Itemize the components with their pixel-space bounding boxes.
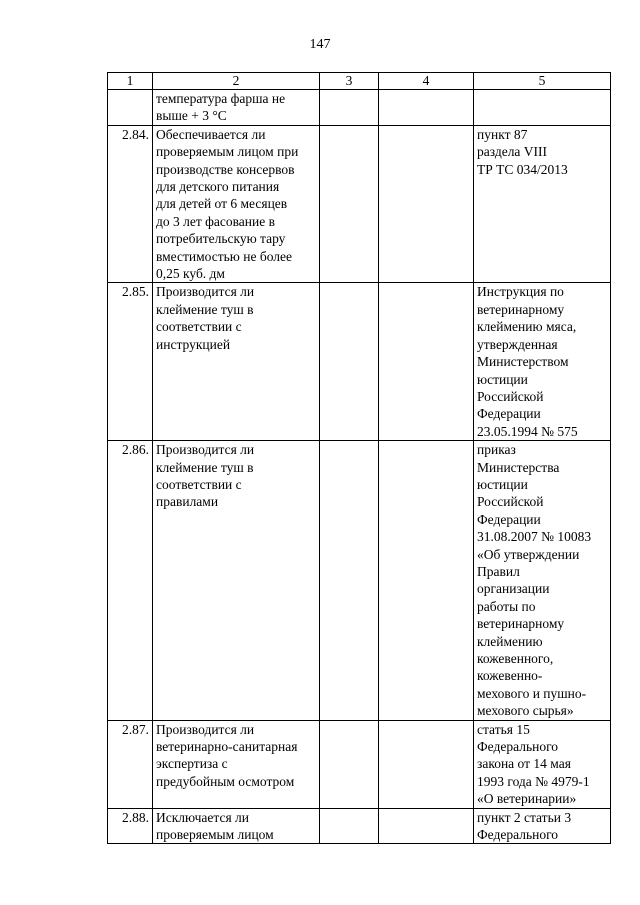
answer-cell-3	[320, 720, 379, 808]
reference-line: работы по	[477, 598, 536, 614]
reference-line: ветеринарному	[477, 301, 565, 317]
column-header-3: 3	[320, 73, 379, 90]
question-cell	[153, 125, 320, 283]
reference-line: ТР ТС 034/2013	[477, 161, 568, 177]
table-row	[108, 90, 611, 126]
answer-cell-3	[320, 441, 379, 721]
reference-line: Инструкция по	[477, 284, 564, 300]
header-row	[108, 73, 611, 90]
question-line: проверяемым лицом при	[156, 144, 299, 160]
question-line: вместимостью не более	[156, 248, 293, 264]
reference-line: клеймению мяса,	[477, 319, 577, 335]
question-line: инструкцией	[156, 336, 231, 352]
reference-line: Федерального	[477, 827, 559, 843]
reference-line: приказ	[477, 442, 516, 458]
question-line: проверяемым лицом	[156, 827, 274, 843]
item-number: 2.88.	[108, 808, 153, 844]
column-header-5: 5	[474, 73, 611, 90]
answer-cell-4	[379, 720, 474, 808]
question-line: соответствии с	[156, 476, 242, 492]
column-header-4: 4	[379, 73, 474, 90]
question-cell	[153, 808, 320, 844]
item-number: 2.84.	[108, 125, 153, 283]
question-line: потребительскую тару	[156, 231, 286, 247]
question-line: Производится ли	[156, 442, 255, 458]
table-row	[108, 720, 611, 808]
reference-line: 31.08.2007 № 10083	[477, 529, 592, 545]
reference-line: 23.05.1994 № 575	[477, 423, 578, 439]
question-line: правилами	[156, 494, 219, 510]
answer-cell-3	[320, 808, 379, 844]
answer-cell-4	[379, 283, 474, 441]
reference-line: «О ветеринарии»	[477, 791, 577, 807]
reference-line: юстиции	[477, 371, 528, 387]
reference-line: «Об утверждении	[477, 546, 580, 562]
column-header-1: 1	[108, 73, 153, 90]
reference-line: Правил	[477, 563, 520, 579]
reference-line: статья 15	[477, 721, 530, 737]
answer-cell-3	[320, 283, 379, 441]
table-row	[108, 283, 611, 441]
reference-line: Федерального	[477, 739, 559, 755]
reference-line: 1993 года № 4979-1	[477, 773, 590, 789]
answer-cell-4	[379, 90, 474, 126]
question-line: производстве консервов	[156, 161, 295, 177]
answer-cell-4	[379, 125, 474, 283]
question-cell	[153, 283, 320, 441]
question-line: соответствии с	[156, 319, 242, 335]
question-line: Исключается ли	[156, 809, 249, 825]
reference-line: мехового сырья»	[477, 703, 574, 719]
reference-cell	[474, 720, 611, 808]
reference-line: утвержденная	[477, 336, 558, 352]
reference-line: раздела VIII	[477, 144, 548, 160]
reference-line: организации	[477, 581, 550, 597]
reference-line: Министерства	[477, 459, 560, 475]
item-number: 2.87.	[108, 720, 153, 808]
question-line: Обеспечивается ли	[156, 126, 266, 142]
reference-cell	[474, 283, 611, 441]
question-line: клеймение туш в	[156, 459, 254, 475]
reference-line: Федерации	[477, 406, 541, 422]
page-number: 147	[309, 37, 331, 52]
reference-line: Российской	[477, 388, 544, 404]
reference-line: Федерации	[477, 511, 541, 527]
answer-cell-3	[320, 90, 379, 126]
item-number	[108, 90, 153, 126]
question-line: Производится ли	[156, 721, 255, 737]
question-cell	[153, 90, 320, 126]
question-line: для детского питания	[156, 179, 280, 195]
table-row	[108, 125, 611, 283]
question-cell	[153, 720, 320, 808]
question-line: выше + 3 °С	[156, 108, 227, 124]
question-line: Производится ли	[156, 284, 255, 300]
reference-line: кожевенного,	[477, 651, 554, 666]
question-line: температура фарша не	[156, 91, 286, 106]
reference-line: пункт 2 статьи 3	[477, 809, 572, 825]
table-row	[108, 808, 611, 844]
question-line: до 3 лет фасование в	[156, 213, 275, 229]
reference-line: юстиции	[477, 476, 528, 492]
question-line: 0,25 куб. дм	[156, 266, 225, 282]
question-line: клеймение туш в	[156, 301, 254, 317]
reference-line: пункт 87	[477, 126, 528, 142]
reference-line: ветеринарному	[477, 616, 565, 632]
reference-line: мехового и пушно-	[477, 685, 587, 701]
question-line: экспертиза с	[156, 756, 228, 772]
reference-line: кожевенно-	[477, 668, 543, 684]
answer-cell-4	[379, 808, 474, 844]
question-line: ветеринарно-санитарная	[156, 739, 298, 755]
reference-line: закона от 14 мая	[477, 756, 571, 772]
question-line: для детей от 6 месяцев	[156, 196, 288, 212]
answer-cell-3	[320, 125, 379, 283]
reference-cell	[474, 441, 611, 721]
reference-line: Российской	[477, 494, 544, 510]
item-number: 2.85.	[108, 283, 153, 441]
answer-cell-4	[379, 441, 474, 721]
reference-line: Министерством	[477, 354, 569, 370]
table-row	[108, 441, 611, 721]
table-body	[108, 73, 611, 844]
reference-cell	[474, 90, 611, 126]
question-line: предубойным осмотром	[156, 773, 295, 789]
item-number: 2.86.	[108, 441, 153, 721]
column-header-2: 2	[153, 73, 320, 90]
reference-cell	[474, 808, 611, 844]
reference-line: клеймению	[477, 633, 543, 649]
question-cell	[153, 441, 320, 721]
reference-cell	[474, 125, 611, 283]
checklist-table	[107, 72, 611, 844]
